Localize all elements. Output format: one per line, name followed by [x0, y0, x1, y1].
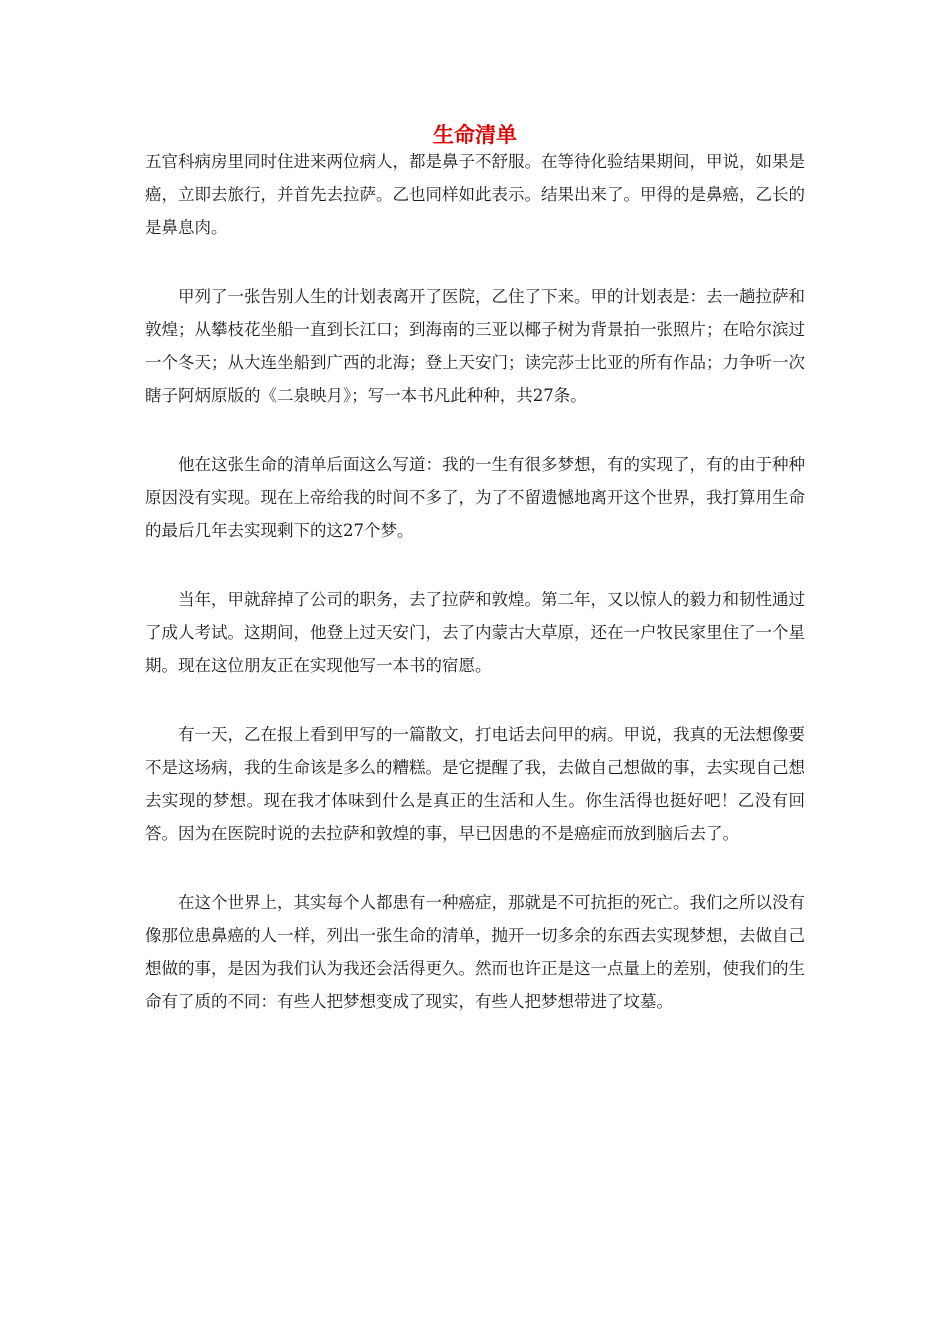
document-title: 生命清单 [433, 123, 517, 147]
paragraph-3: 他在这张生命的清单后面这么写道：我的一生有很多梦想，有的实现了，有的由于种种原因没有实现。现在上帝给我的时间不多了，为了不留遗憾地离开这个世界，我打算用生命的最后几年去实现剩下的这27个梦。 [145, 455, 805, 540]
paragraph-2: 甲列了一张告别人生的计划表离开了医院，乙住了下来。甲的计划表是：去一趟拉萨和敦煌；从攀枝花坐船一直到长江口；到海南的三亚以椰子树为背景拍一张照片；在哈尔滨过一个冬天；从大连坐船到广西的北海；登上天安门；读完莎士比亚的所有作品；力争听一次瞎子阿炳原版的《二泉映月》；写一本书凡此种种，共27条。 [145, 287, 805, 405]
paragraph-6: 在这个世界上，其实每个人都患有一种癌症，那就是不可抗拒的死亡。我们之所以没有像那位患鼻癌的人一样，列出一张生命的清单，抛开一切多余的东西去实现梦想，去做自己想做的事，是因为我们认为我还会活得更久。然而也许正是这一点量上的差别，使我们的生命有了质的不同：有些人把梦想变成了现实，有些人把梦想带进了坟墓。 [145, 893, 805, 1011]
paragraph-1: 五官科病房里同时住进来两位病人，都是鼻子不舒服。在等待化验结果期间，甲说，如果是癌，立即去旅行，并首先去拉萨。乙也同样如此表示。结果出来了。甲得的是鼻癌，乙长的是鼻息肉。 [145, 152, 805, 237]
paragraph-5: 有一天，乙在报上看到甲写的一篇散文，打电话去问甲的病。甲说，我真的无法想像要不是这场病，我的生命该是多么的糟糕。是它提醒了我，去做自己想做的事，去实现自己想去实现的梦想。现在我才体味到什么是真正的生活和人生。你生活得也挺好吧！乙没有回答。因为在医院时说的去拉萨和敦煌的事，早已因患的不是癌症而放到脑后去了。 [145, 725, 805, 843]
document-body [145, 145, 805, 1054]
paragraph-4: 当年，甲就辞掉了公司的职务，去了拉萨和敦煌。第二年，又以惊人的毅力和韧性通过了成人考试。这期间，他登上过天安门，去了内蒙古大草原，还在一户牧民家里住了一个星期。现在这位朋友正在实现他写一本书的宿愿。 [145, 590, 805, 675]
